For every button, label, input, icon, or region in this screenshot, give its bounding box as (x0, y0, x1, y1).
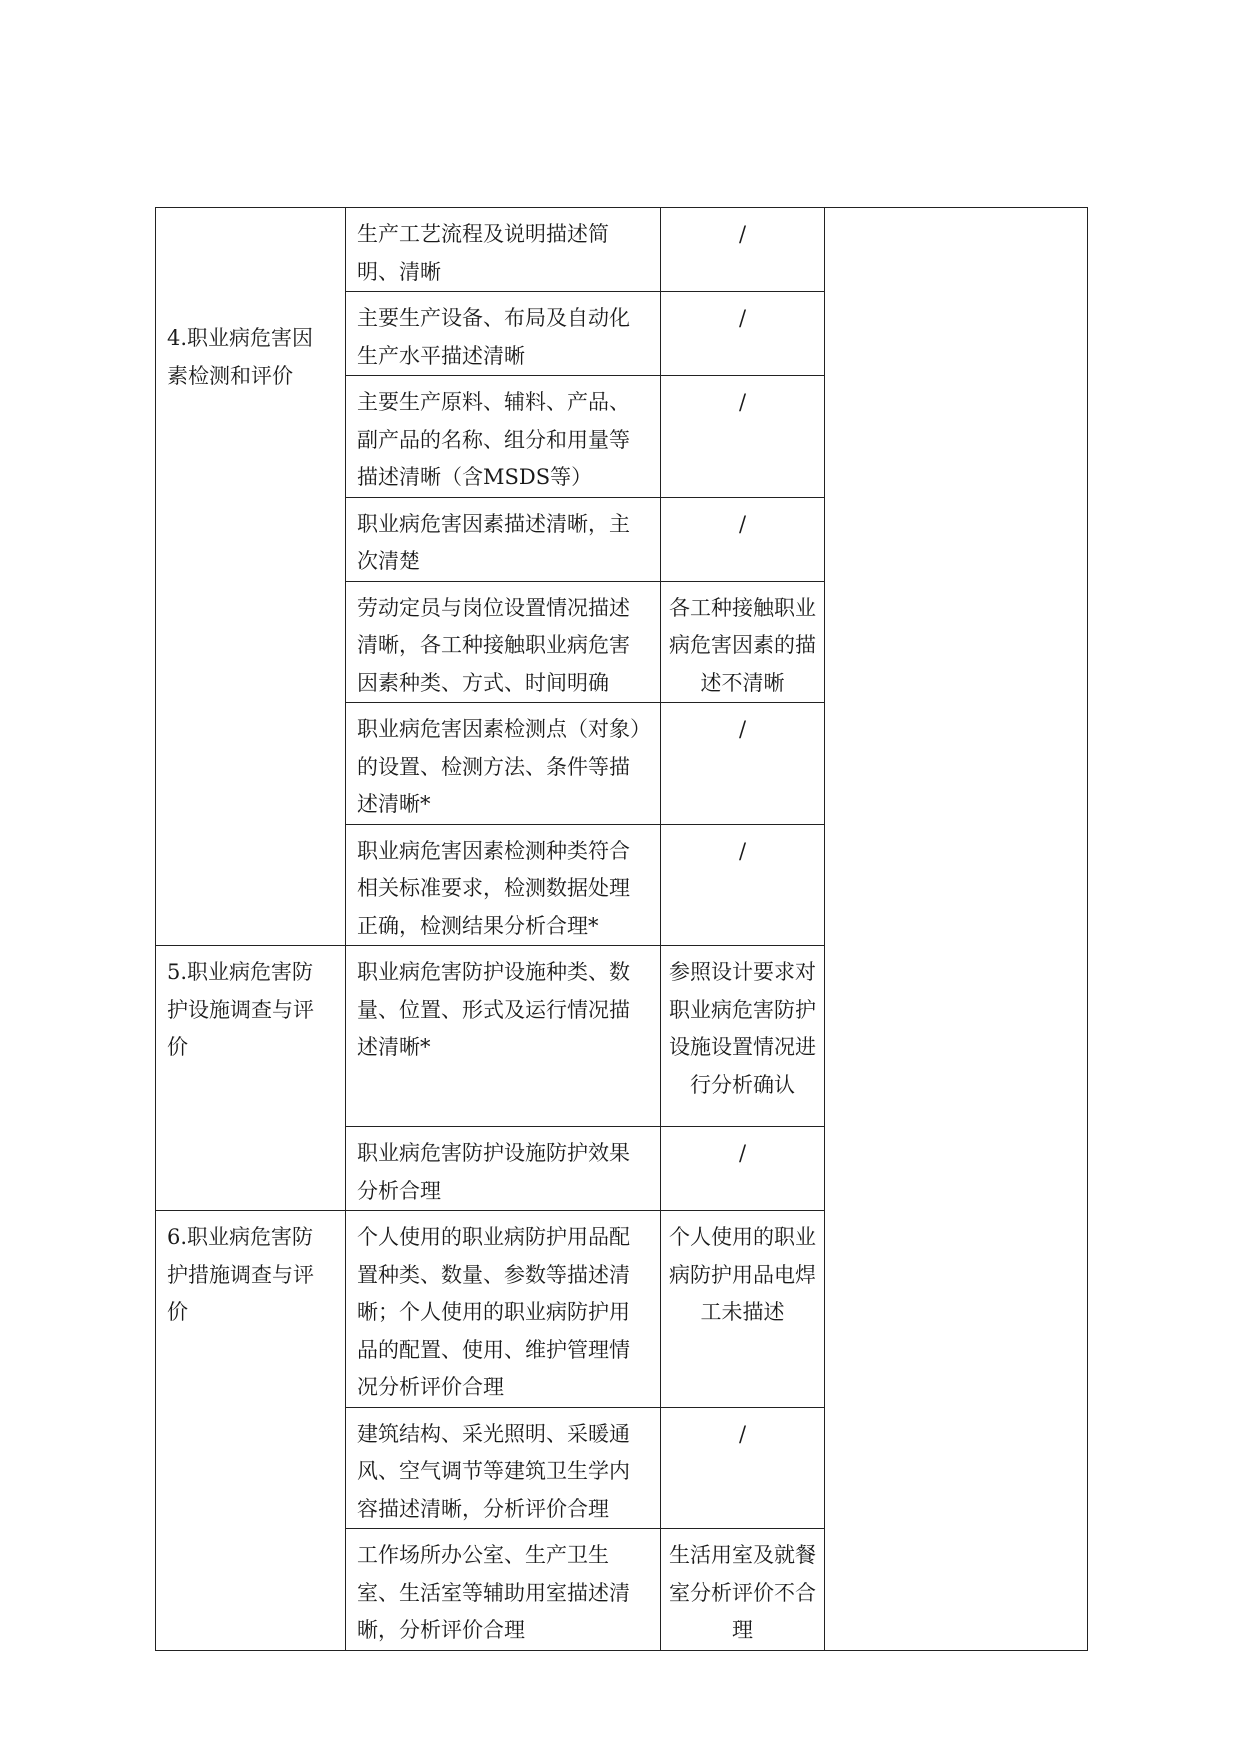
result-cell: / (661, 292, 825, 376)
criterion-cell: 建筑结构、采光照明、采暖通风、空气调节等建筑卫生学内容描述清晰，分析评价合理 (346, 1407, 661, 1529)
table-row (156, 208, 1088, 292)
criterion-cell: 个人使用的职业病防护用品配置种类、数量、参数等描述清晰；个人使用的职业病防护用品的配置、使用、维护管理情况分析评价合理 (346, 1211, 661, 1408)
category-cell: 6.职业病危害防护措施调查与评价 (156, 1211, 346, 1651)
category-cell: 5.职业病危害防护设施调查与评价 (156, 946, 346, 1211)
criterion-cell: 劳动定员与岗位设置情况描述清晰，各工种接触职业病危害因素种类、方式、时间明确 (346, 581, 661, 703)
result-cell: / (661, 208, 825, 292)
review-table (155, 207, 1088, 1651)
result-cell: / (661, 824, 825, 946)
result-cell: / (661, 376, 825, 498)
result-cell: 生活用室及就餐室分析评价不合理 (661, 1529, 825, 1651)
criterion-cell: 职业病危害因素检测种类符合相关标准要求，检测数据处理正确，检测结果分析合理* (346, 824, 661, 946)
criterion-cell: 主要生产原料、辅料、产品、副产品的名称、组分和用量等描述清晰（含MSDS等） (346, 376, 661, 498)
criterion-cell: 职业病危害因素检测点（对象）的设置、检测方法、条件等描述清晰* (346, 703, 661, 825)
criterion-cell: 职业病危害防护设施防护效果分析合理 (346, 1127, 661, 1211)
criterion-cell: 职业病危害防护设施种类、数量、位置、形式及运行情况描述清晰* (346, 946, 661, 1127)
criterion-cell: 主要生产设备、布局及自动化生产水平描述清晰 (346, 292, 661, 376)
remarks-cell (825, 208, 1088, 1651)
result-cell: 个人使用的职业病防护用品电焊工未描述 (661, 1211, 825, 1408)
result-cell: 各工种接触职业病危害因素的描述不清晰 (661, 581, 825, 703)
criterion-cell: 生产工艺流程及说明描述简明、清晰 (346, 208, 661, 292)
result-cell: / (661, 1407, 825, 1529)
result-cell: / (661, 497, 825, 581)
result-cell: 参照设计要求对职业病危害防护设施设置情况进行分析确认 (661, 946, 825, 1127)
result-cell: / (661, 703, 825, 825)
result-cell: / (661, 1127, 825, 1211)
criterion-cell: 工作场所办公室、生产卫生室、生活室等辅助用室描述清晰，分析评价合理 (346, 1529, 661, 1651)
category-cell: 4.职业病危害因素检测和评价 (156, 208, 346, 946)
criterion-cell: 职业病危害因素描述清晰，主次清楚 (346, 497, 661, 581)
